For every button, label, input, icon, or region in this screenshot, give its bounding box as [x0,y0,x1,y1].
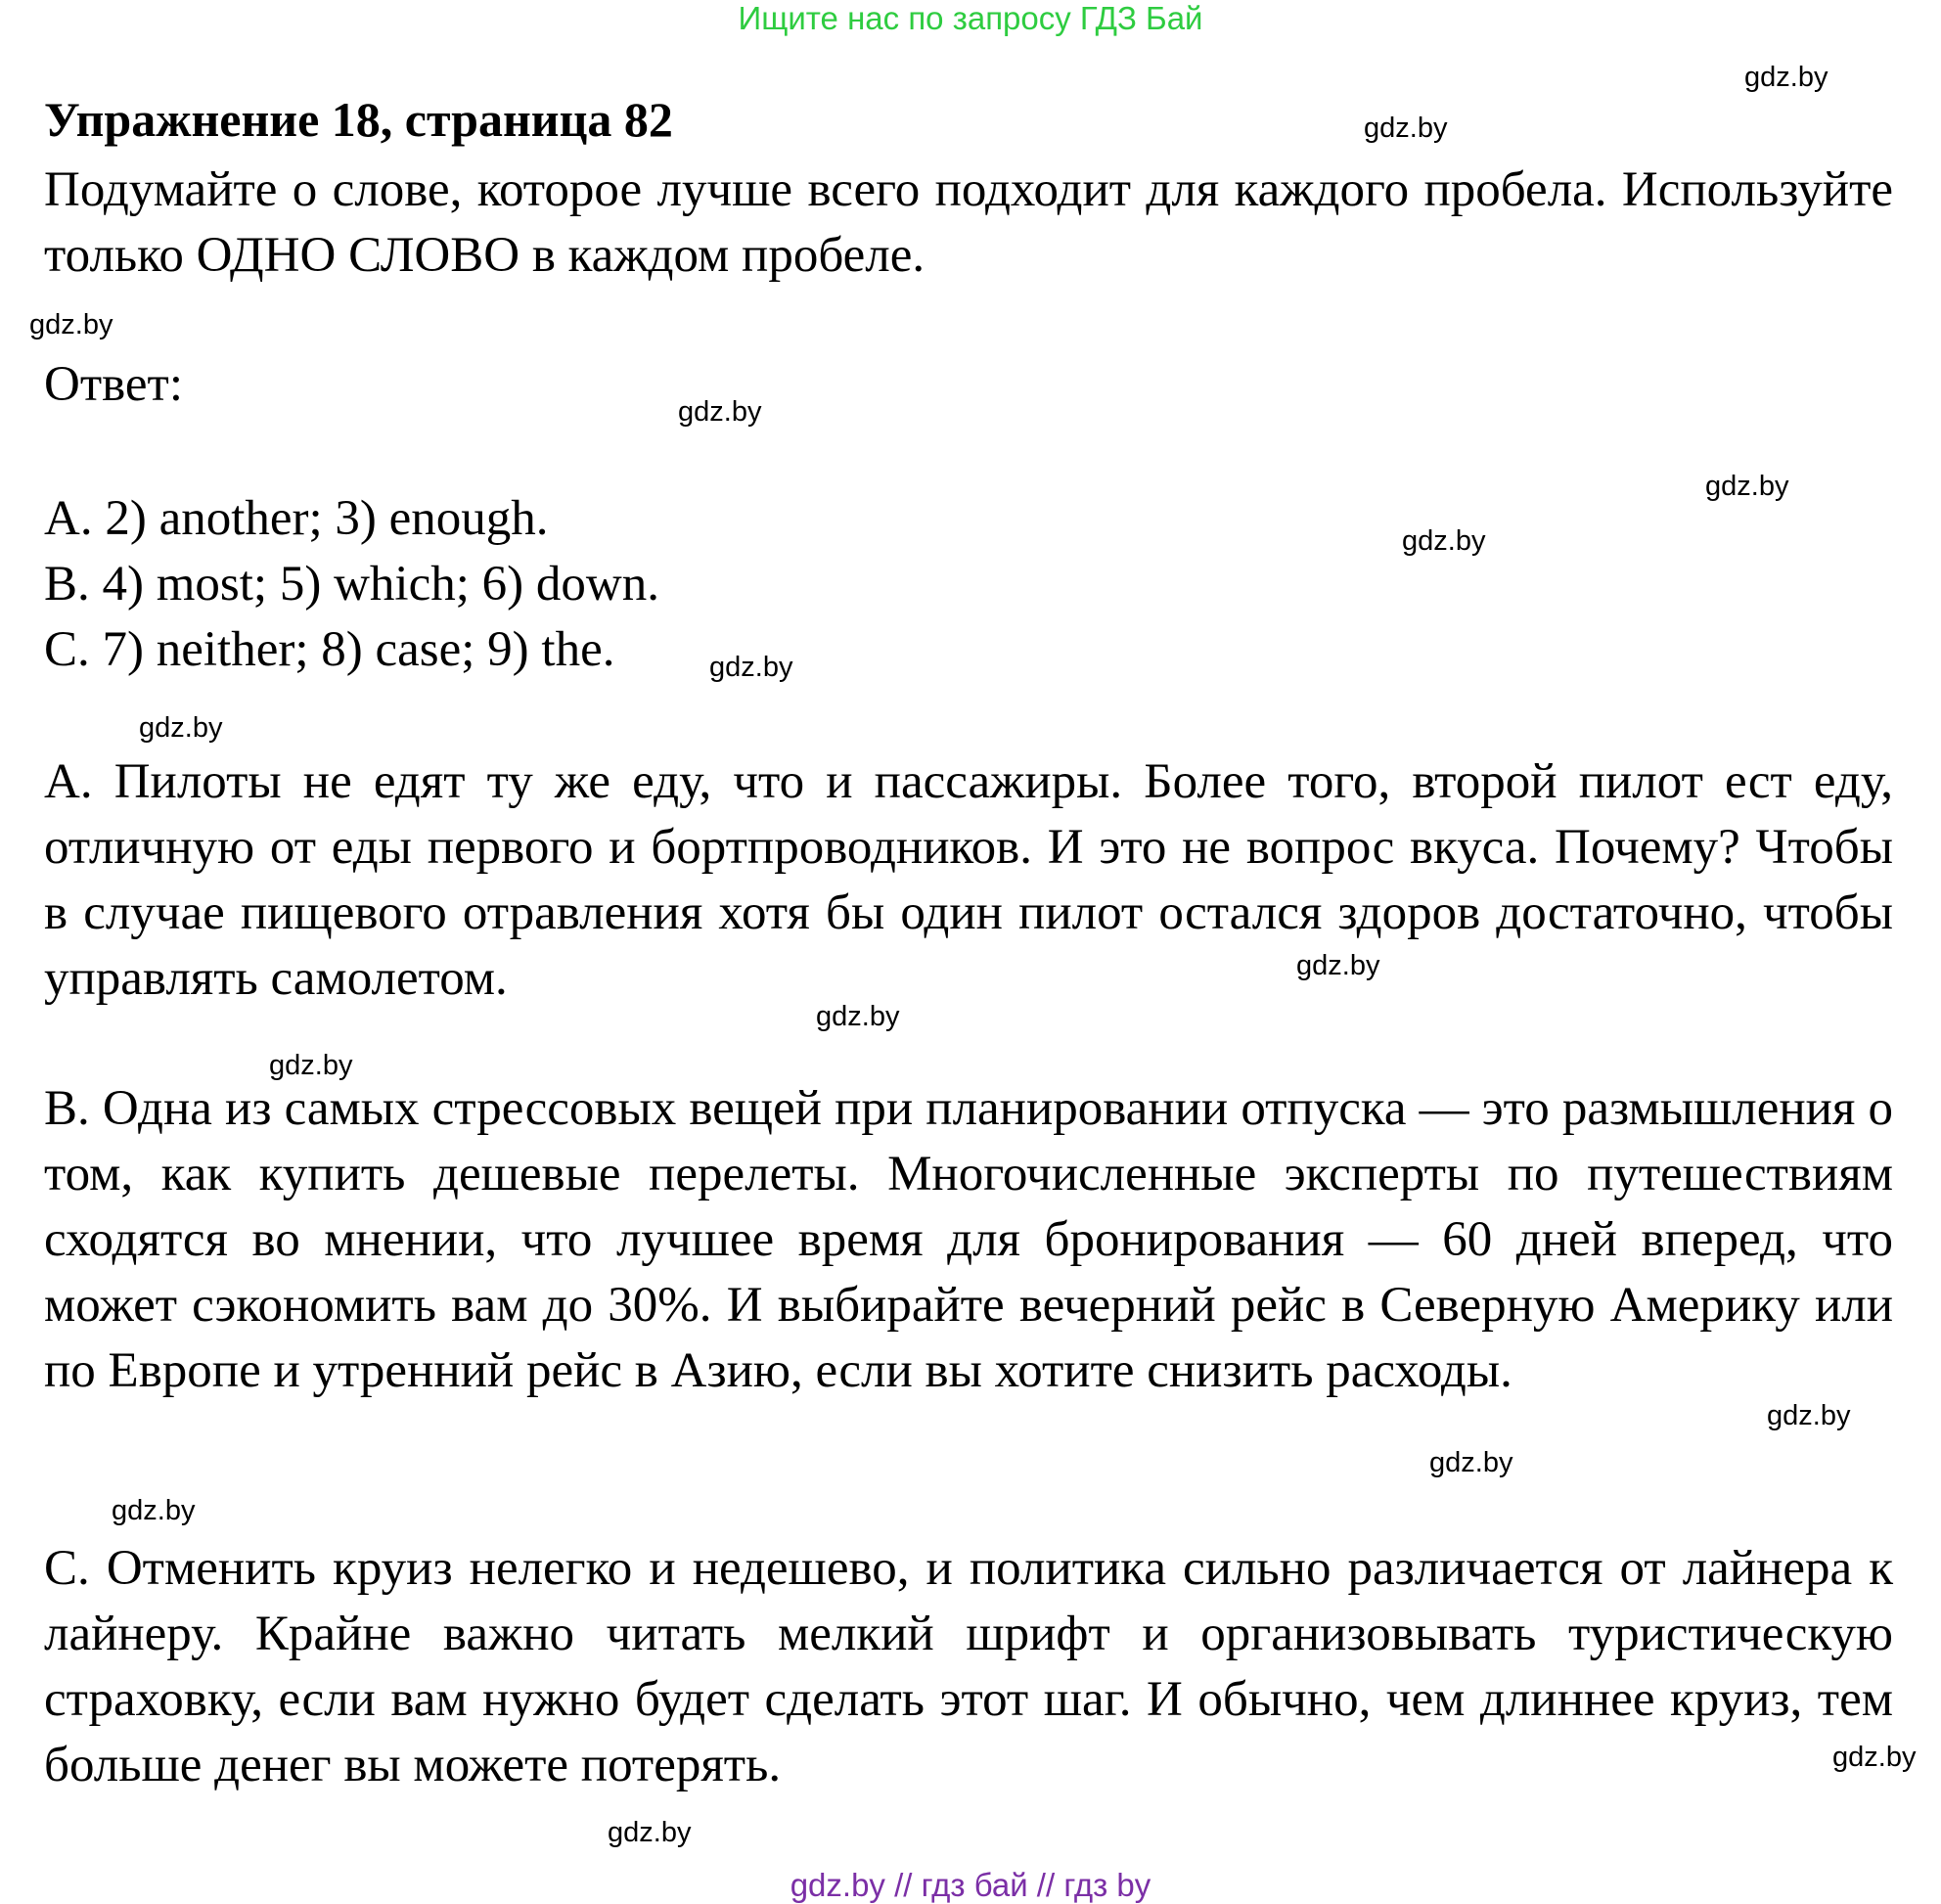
footer-links: gdz.by // гдз бай // гдз by [790,1867,1151,1903]
watermark: gdz.by [709,652,793,683]
watermark: gdz.by [112,1495,196,1526]
watermark: gdz.by [1705,471,1789,502]
watermark: gdz.by [1429,1447,1513,1478]
watermark: gdz.by [816,1001,900,1032]
watermark: gdz.by [269,1050,353,1081]
task-instruction: Подумайте о слове, которое лучше всего подходит для каждого пробела. Используйте только ОДНО СЛОВО в каждом пробеле. [44,162,1893,283]
watermark: gdz.by [1402,525,1486,557]
search-hint-banner: Ищите нас по запросу ГДЗ Бай [738,0,1203,36]
watermark: gdz.by [1744,62,1828,93]
watermark: gdz.by [1364,113,1448,144]
watermark: gdz.by [139,712,223,744]
answer-line-a: A. 2) another; 3) enough. [44,491,549,546]
watermark: gdz.by [608,1817,692,1848]
answer-line-c: C. 7) neither; 8) case; 9) the. [44,622,615,677]
watermark: gdz.by [678,396,762,428]
watermark: gdz.by [1767,1400,1851,1431]
watermark: gdz.by [1832,1742,1917,1773]
watermark: gdz.by [29,309,113,340]
paragraph-c: C. Отменить круиз нелегко и недешево, и политика сильно различается от лайнера к лайнеру. Крайне важно читать мелкий шрифт и организовывать туристическую страховку, если вам нужно будет сделать этот шаг. И обычно, чем длиннее круиз, тем больше денег вы можете потерять. [44,1541,1893,1792]
answer-line-b: B. 4) most; 5) which; 6) down. [44,557,659,612]
exercise-title: Упражнение 18, страница 82 [44,92,673,147]
answer-label: Ответ: [44,357,183,412]
paragraph-b: B. Одна из самых стрессовых вещей при планировании отпуска — это размышления о том, как купить дешевые перелеты. Многочисленные эксперты по путешествиям сходятся во мнении, что лучшее время для бронирования — 60 дней вперед, что может сэкономить вам до 30%. И выбирайте вечерний рейс в Северную Америку или по Европе и утренний рейс в Азию, если вы хотите снизить расходы. [44,1081,1893,1398]
watermark: gdz.by [1296,950,1380,981]
paragraph-a: A. Пилоты не едят ту же еду, что и пассажиры. Более того, второй пилот ест еду, отличную от еды первого и бортпроводников. И это не вопрос вкуса. Почему? Чтобы в случае пищевого отравления хотя бы один пилот остался здоров достаточно, чтобы управлять самолетом. [44,754,1893,1006]
